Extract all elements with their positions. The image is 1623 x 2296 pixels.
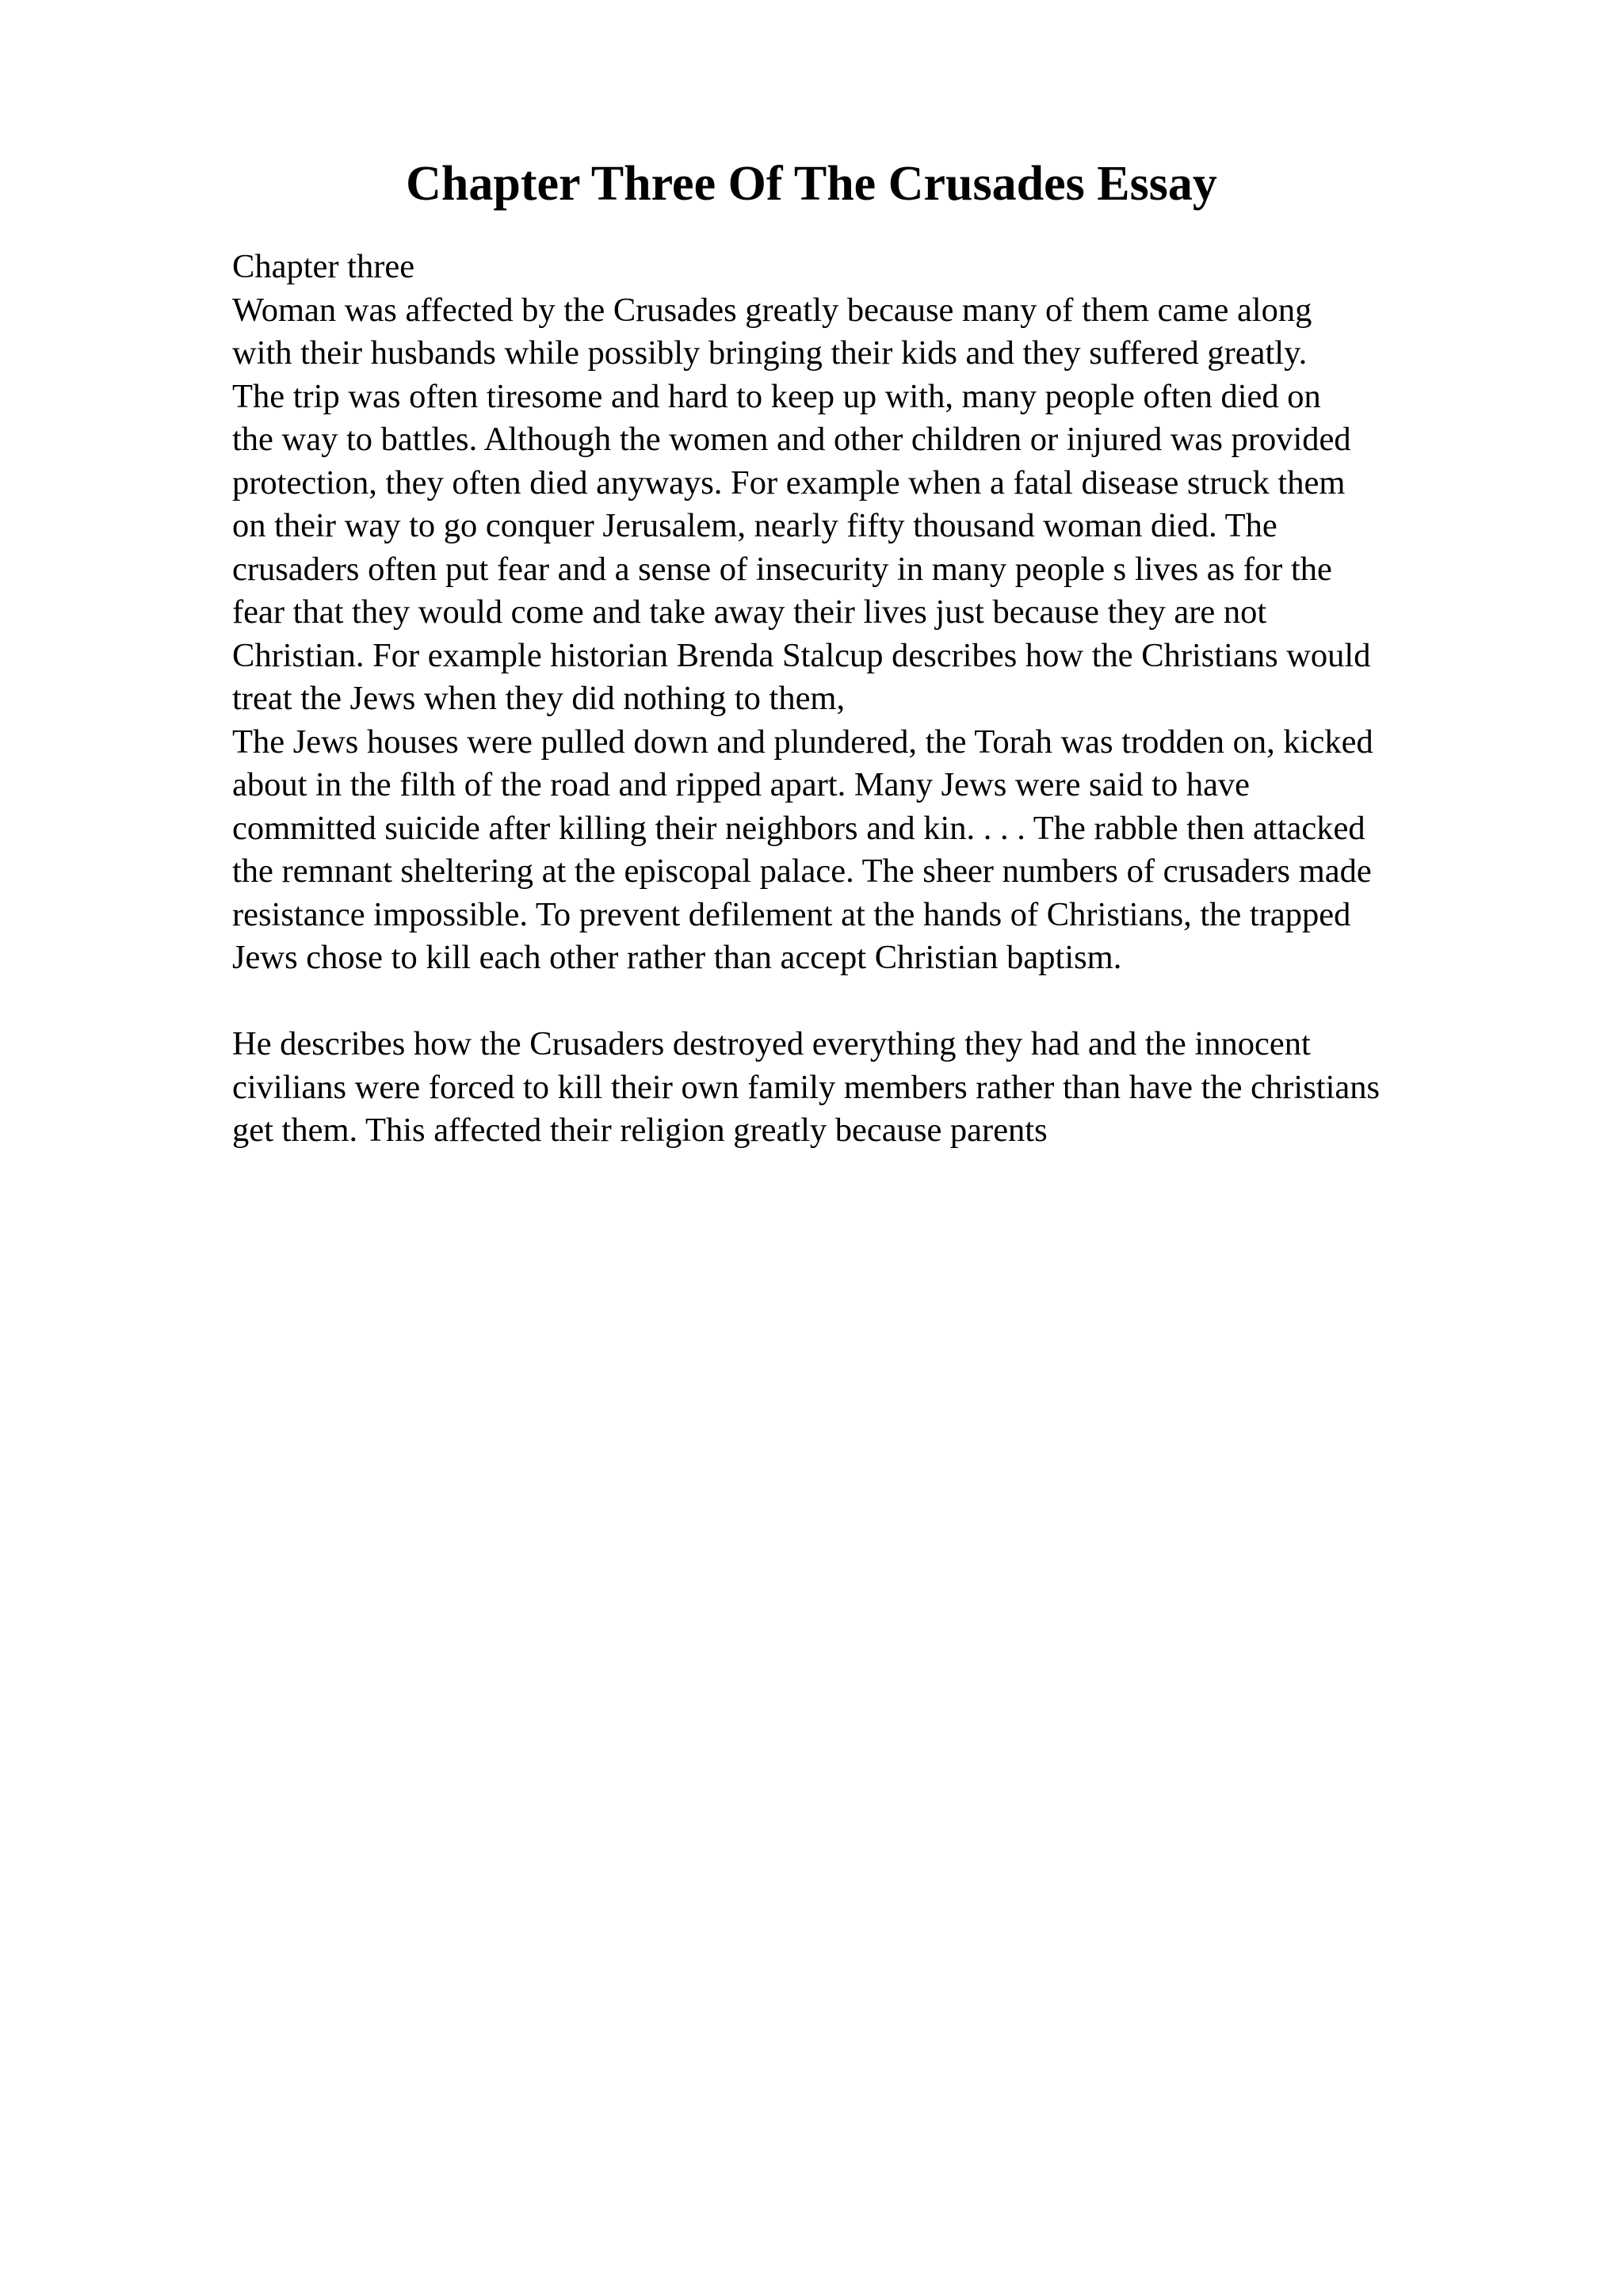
quote-line: The Jews houses were pulled down and plundered, the Torah was trodden on, kicked: [232, 723, 1373, 761]
quote-line: committed suicide after killing their neighbors and kin. . . . The rabble then attacked: [232, 809, 1365, 847]
text-line: treat the Jews when they did nothing to them,: [232, 680, 846, 717]
text-line: Woman was affected by the Crusades greatly because many of them came along: [232, 291, 1312, 329]
quote-line: Jews chose to kill each other rather than accept Christian baptism.: [232, 939, 1122, 976]
essay-body: [232, 246, 1548, 1153]
text-line: crusaders often put fear and a sense of insecurity in many people s lives as for the: [232, 550, 1332, 588]
text-line: The trip was often tiresome and hard to keep up with, many people often died on: [232, 377, 1321, 415]
text-line: on their way to go conquer Jerusalem, nearly fifty thousand woman died. The: [232, 507, 1277, 544]
page-title: Chapter Three Of The Crusades Essay: [406, 157, 1217, 211]
text-line: civilians were forced to kill their own family members rather than have the christians: [232, 1068, 1381, 1106]
text-line: protection, they often died anyways. For example when a fatal disease struck them: [232, 463, 1346, 502]
text-line: the way to battles. Although the women and other children or injured was provided: [232, 421, 1351, 458]
text-line: Christian. For example historian Brenda Stalcup describes how the Christians would: [232, 636, 1371, 674]
paragraph-gap: [232, 980, 1548, 1024]
quote-line: the remnant sheltering at the episcopal palace. The sheer numbers of crusaders made: [232, 852, 1372, 890]
text-line: fear that they would come and take away their lives just because they are not: [232, 593, 1267, 631]
section-heading: Chapter three: [232, 248, 415, 285]
quote-line: resistance impossible. To prevent defilement at the hands of Christians, the trapped: [232, 895, 1351, 933]
text-line: get them. This affected their religion greatly because parents: [232, 1112, 1048, 1149]
text-line: He describes how the Crusaders destroyed everything they had and the innocent: [232, 1025, 1311, 1062]
quote-line: about in the filth of the road and ripped apart. Many Jews were said to have: [232, 766, 1251, 803]
text-line: with their husbands while possibly bringing their kids and they suffered greatly.: [232, 334, 1308, 372]
